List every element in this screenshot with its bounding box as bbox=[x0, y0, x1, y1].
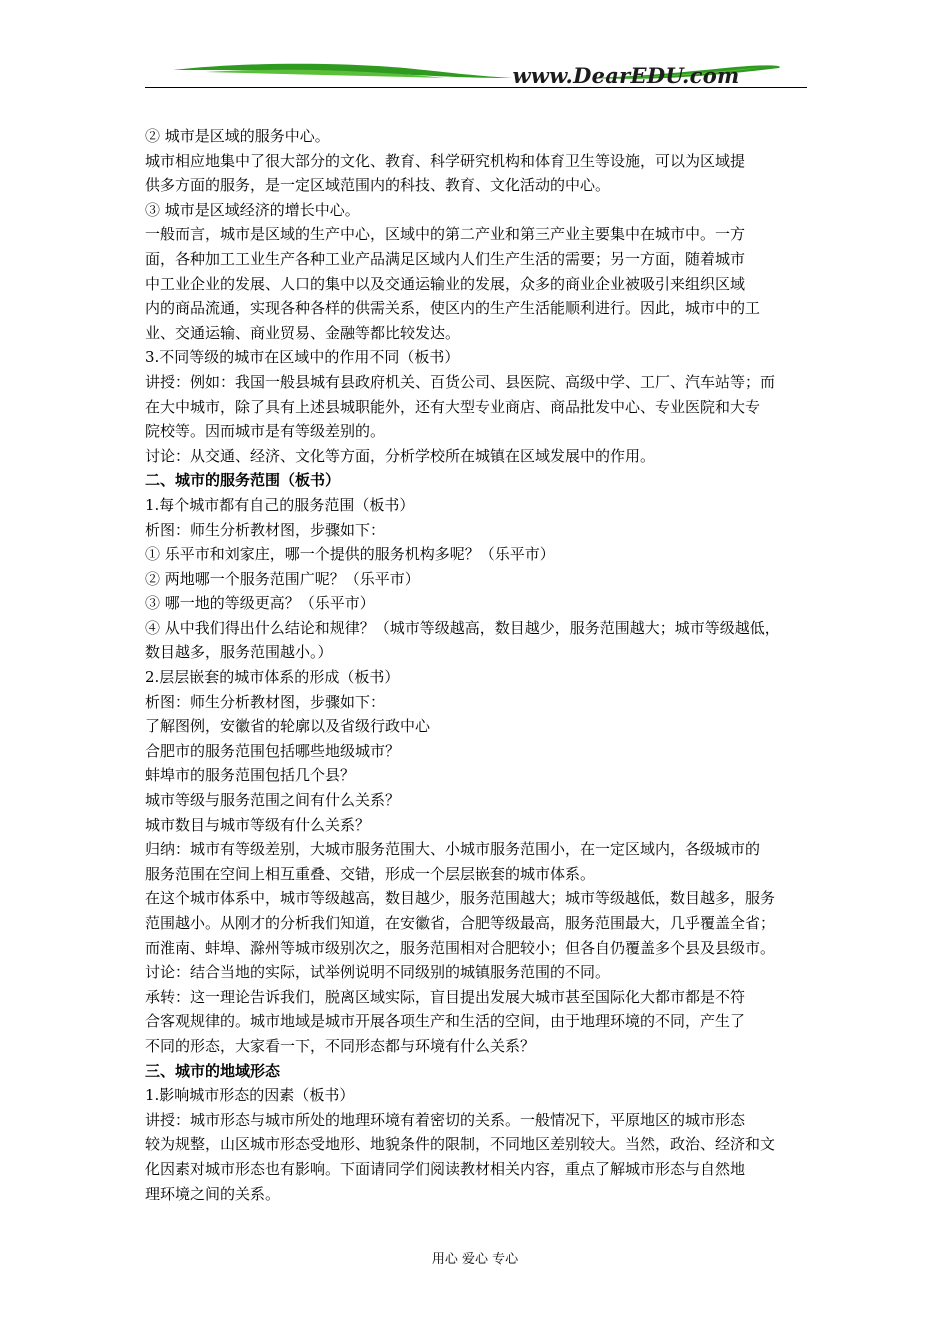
text-line: 蚌埠市的服务范围包括几个县？ bbox=[145, 766, 356, 785]
text-line: 服务范围在空间上相互重叠、交错，形成一个层层嵌套的城市体系。 bbox=[145, 864, 596, 883]
text-line: 面，各种加工工业生产各种工业产品满足区域内人们生产生活的需要；另一方面，随着城市 bbox=[145, 249, 746, 268]
text-line: 化因素对城市形态也有影响。下面请同学们阅读教材相关内容，重点了解城市形态与自然地 bbox=[145, 1159, 746, 1178]
text-line: ② 城市是区域的服务中心。 bbox=[145, 127, 330, 145]
text-line: 2.层层嵌套的城市体系的形成（板书） bbox=[145, 668, 400, 687]
text-line: 数目越多，服务范围越小。） bbox=[145, 643, 333, 662]
text-line: 城市数目与城市等级有什么关系？ bbox=[145, 815, 371, 834]
text-line: 析图：师生分析教材图，步骤如下： bbox=[145, 520, 386, 539]
text-line: 合肥市的服务范围包括哪些地级城市？ bbox=[145, 741, 401, 760]
text-line: 城市等级与服务范围之间有什么关系？ bbox=[145, 791, 401, 810]
document-body bbox=[145, 124, 815, 1206]
text-line: 讲授：例如：我国一般县城有县政府机关、百货公司、县医院、高级中学、工厂、汽车站等；而 bbox=[145, 372, 776, 391]
text-line: 理环境之间的关系。 bbox=[145, 1184, 281, 1203]
text-line: 讨论：从交通、经济、文化等方面，分析学校所在城镇在区域发展中的作用。 bbox=[145, 446, 656, 465]
text-line: 不同的形态，大家看一下，不同形态都与环境有什么关系？ bbox=[145, 1036, 536, 1055]
text-line: 承转：这一理论告诉我们，脱离区域实际，盲目提出发展大城市甚至国际化大都市都是不符 bbox=[145, 987, 746, 1006]
section-heading: 二、城市的服务范围（板书） bbox=[145, 471, 341, 490]
text-line: 在这个城市体系中，城市等级越高，数目越少，服务范围越大；城市等级越低，数目越多，服务 bbox=[145, 889, 776, 908]
text-line: ④ 从中我们得出什么结论和规律？（城市等级越高，数目越少，服务范围越大；城市等级越低， bbox=[145, 618, 780, 637]
text-line: 供多方面的服务，是一定区域范围内的科技、教育、文化活动的中心。 bbox=[145, 176, 611, 195]
text-line: 3.不同等级的城市在区域中的作用不同（板书） bbox=[145, 348, 460, 367]
text-line: 讲授：城市形态与城市所处的地理环境有着密切的关系。一般情况下，平原地区的城市形态 bbox=[145, 1110, 746, 1129]
text-line: ③ 城市是区域经济的增长中心。 bbox=[145, 200, 360, 219]
text-line: 较为规整，山区城市形态受地形、地貌条件的限制，不同地区差别较大。当然，政治、经济和文 bbox=[145, 1135, 776, 1154]
text-line: 一般而言，城市是区域的生产中心，区域中的第二产业和第三产业主要集中在城市中。一方 bbox=[145, 225, 746, 244]
text-line: 范围越小。从刚才的分析我们知道，在安徽省，合肥等级最高，服务范围最大，几乎覆盖全省； bbox=[145, 914, 776, 932]
text-line: ② 两地哪一个服务范围广呢？（乐平市） bbox=[145, 569, 420, 588]
section-heading: 三、城市的地域形态 bbox=[145, 1061, 281, 1080]
text-line: 内的商品流通，实现各种各样的供需关系，使区内的生产生活能顺利进行。因此，城市中的工 bbox=[145, 299, 761, 318]
header-divider bbox=[145, 87, 807, 88]
text-line: 1.每个城市都有自己的服务范围（板书） bbox=[145, 495, 415, 514]
text-line: 析图：师生分析教材图，步骤如下： bbox=[145, 692, 386, 711]
page-footer: 用心 爱心 专心 bbox=[431, 1252, 519, 1267]
text-line: 城市相应地集中了很大部分的文化、教育、科学研究机构和体育卫生等设施，可以为区域提 bbox=[145, 151, 746, 170]
text-line: 归纳：城市有等级差别，大城市服务范围大、小城市服务范围小，在一定区域内，各级城市的 bbox=[145, 840, 761, 859]
text-line: 而淮南、蚌埠、滁州等城市级别次之，服务范围相对合肥较小；但各自仍覆盖多个县及县级市。 bbox=[145, 938, 776, 957]
text-line: ① 乐平市和刘家庄，哪一个提供的服务机构多呢？（乐平市） bbox=[145, 545, 555, 564]
text-line: 在大中城市，除了具有上述县城职能外，还有大型专业商店、商品批发中心、专业医院和大专 bbox=[145, 397, 761, 416]
text-line: ③ 哪一地的等级更高？（乐平市） bbox=[145, 594, 375, 613]
text-line: 1.影响城市形态的因素（板书） bbox=[145, 1086, 355, 1105]
text-line: 了解图例，安徽省的轮廓以及省级行政中心 bbox=[145, 717, 431, 736]
text-line: 中工业企业的发展、人口的集中以及交通运输业的发展，众多的商业企业被吸引来组织区域 bbox=[145, 274, 746, 293]
text-line: 合客观规律的。城市地域是城市开展各项生产和生活的空间，由于地理环境的不同，产生了 bbox=[145, 1012, 746, 1031]
text-line: 讨论：结合当地的实际，试举例说明不同级别的城镇服务范围的不同。 bbox=[145, 963, 611, 982]
header-logo-text: www.DearEDU.com bbox=[512, 63, 740, 88]
text-line: 业、交通运输、商业贸易、金融等都比较发达。 bbox=[145, 323, 461, 342]
text-line: 院校等。因而城市是有等级差别的。 bbox=[145, 422, 386, 441]
